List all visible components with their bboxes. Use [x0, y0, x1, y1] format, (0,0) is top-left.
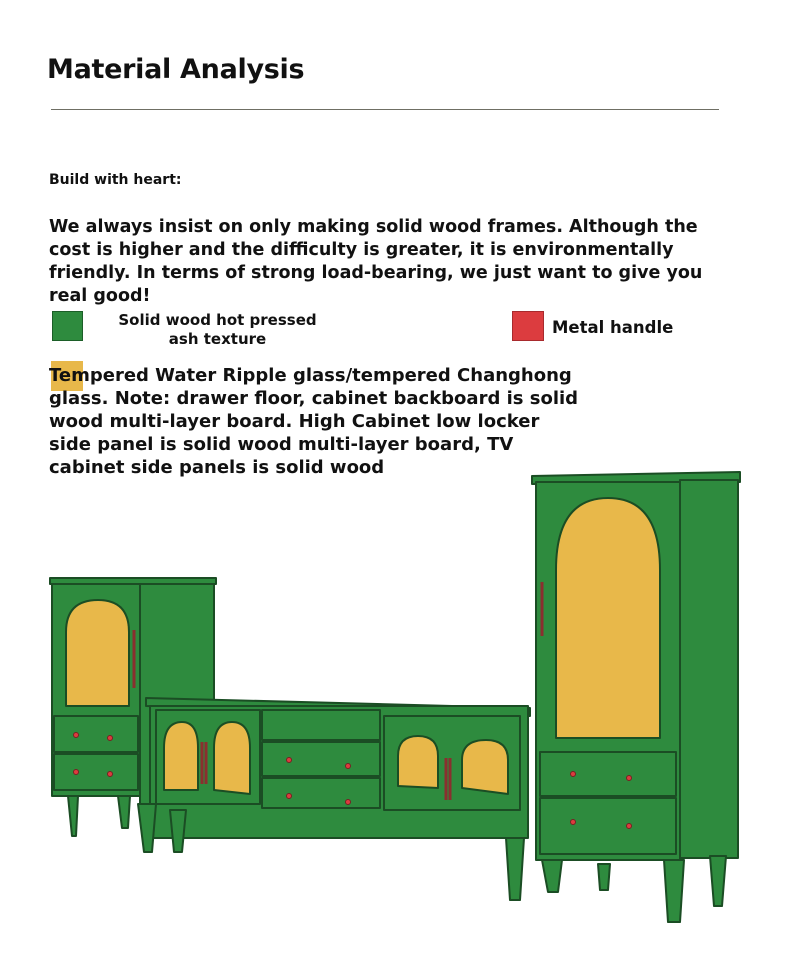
tv-cabinet: [138, 698, 530, 900]
legend-label-glass: Tempered Water Ripple glass/tempered Changhong glass. Note: drawer floor, cabinet backboard is solid wood multi-layer board. High Cabinet low locker side panel is solid wood multi-layer board, TV cabinet side panels is solid wood: [49, 365, 579, 478]
tv-cabinet-glass-3: [398, 736, 438, 788]
tall-cabinet-glass: [556, 498, 660, 738]
tv-cabinet-glass-2: [214, 722, 250, 794]
tv-cabinet-glass-1: [164, 722, 198, 790]
subheading: Build with heart:: [49, 172, 182, 188]
left-cabinet-glass: [66, 600, 129, 706]
tv-cabinet-glass-4: [462, 740, 508, 794]
tall-cabinet: [532, 472, 740, 922]
furniture-illustration: [0, 460, 790, 959]
legend-label-handle: Metal handle: [552, 318, 674, 337]
wood-color-swatch: [52, 311, 83, 341]
title-divider: [51, 109, 719, 110]
handle-color-swatch: [512, 311, 544, 341]
page-title: Material Analysis: [47, 54, 305, 85]
legend-label-wood: Solid wood hot pressed ash texture: [118, 311, 317, 348]
intro-paragraph: We always insist on only making solid wood frames. Although the cost is higher and the difficulty is greater, it is environmentally friendly. In terms of strong load-bearing, we just want to give you real good!: [49, 217, 703, 306]
